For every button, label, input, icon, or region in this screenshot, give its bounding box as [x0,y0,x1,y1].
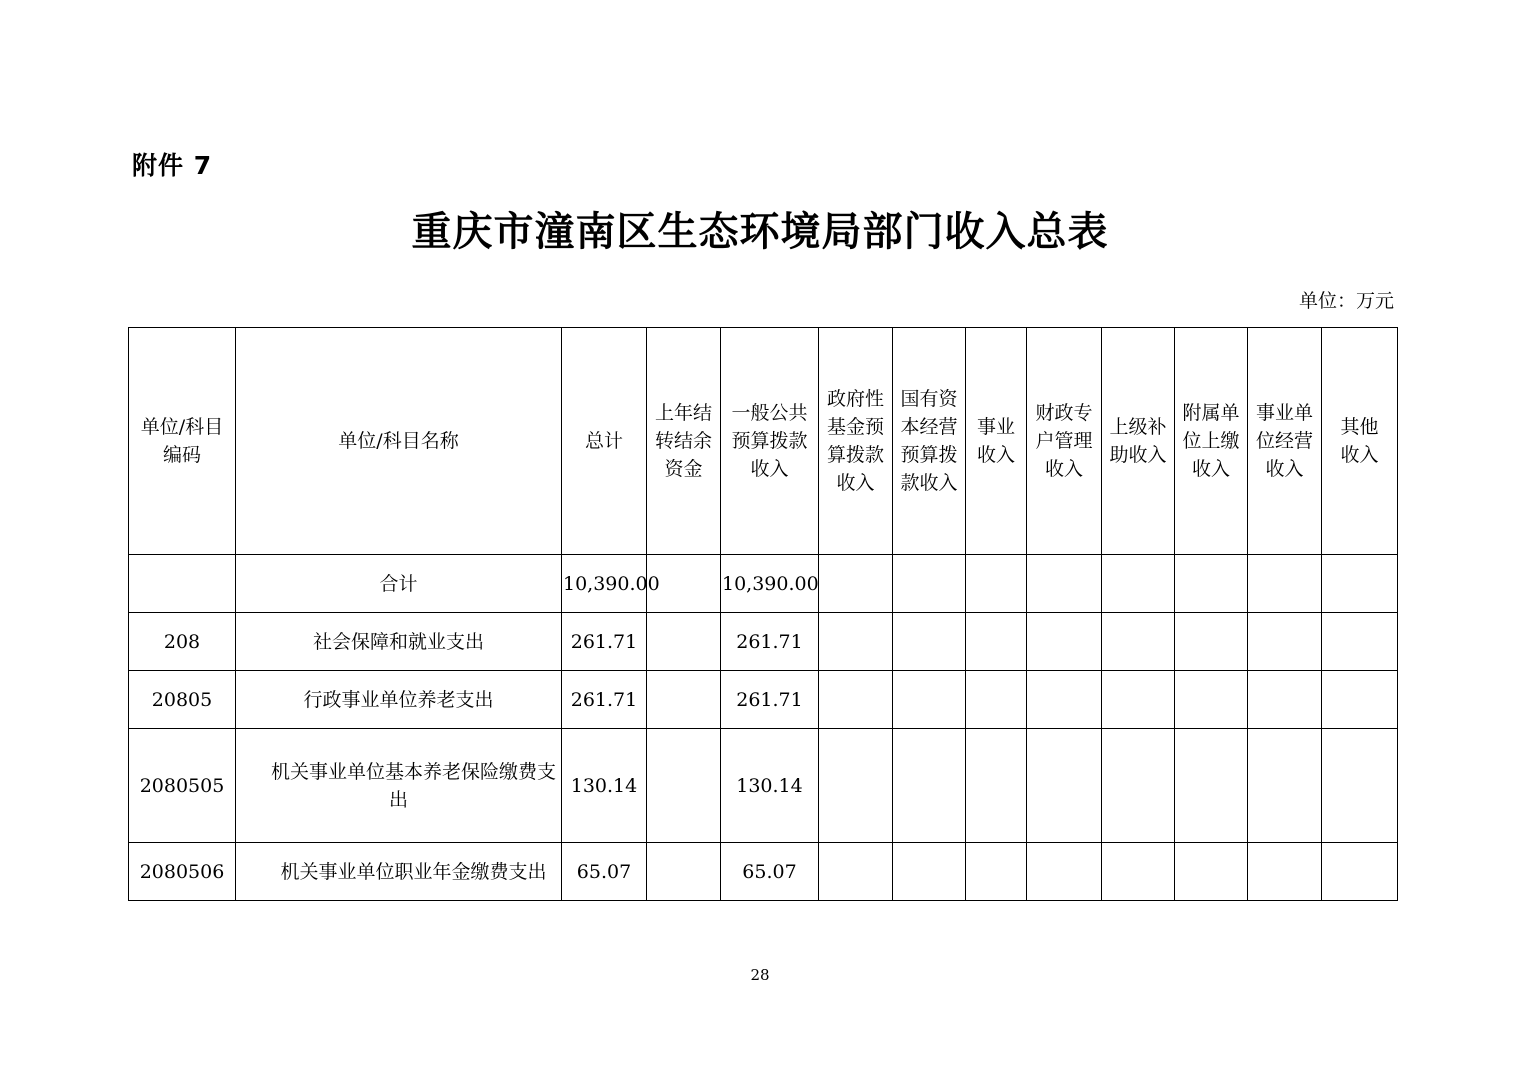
cell-empty [1175,555,1248,613]
cell-empty [1248,729,1322,843]
cell-empty [1102,555,1175,613]
header-state-capital: 国有资 本经营 预算拨 款收入 [893,328,966,555]
cell-empty [893,671,966,729]
document-title: 重庆市潼南区生态环境局部门收入总表 [411,208,1109,255]
header-superior-subsidy: 上级补 助收入 [1102,328,1175,555]
cell-empty [647,613,721,671]
header-special-account: 财政专 户管理 收入 [1027,328,1102,555]
cell-empty [819,729,893,843]
cell-empty [1175,843,1248,901]
cell-general-budget: 261.71 [721,671,819,729]
table-header-row [129,328,1398,555]
cell-empty [819,843,893,901]
cell-empty [966,555,1027,613]
cell-code: 20805 [129,671,236,729]
unit-label: 单位：万元 [1298,290,1394,312]
table-row [129,729,1398,843]
cell-empty [966,671,1027,729]
page-number: 28 [750,966,770,984]
cell-empty [893,555,966,613]
cell-general-budget: 261.71 [721,613,819,671]
cell-total: 65.07 [562,843,647,901]
cell-empty [647,671,721,729]
cell-empty [1102,843,1175,901]
cell-empty [1027,671,1102,729]
cell-empty [647,843,721,901]
header-business-operation: 事业单 位经营 收入 [1248,328,1322,555]
cell-empty [819,555,893,613]
cell-empty [966,843,1027,901]
cell-total: 261.71 [562,613,647,671]
cell-empty [1322,729,1398,843]
cell-name: 合计 [236,555,562,613]
attachment-label: 附件 7 [132,151,213,180]
cell-empty [1027,843,1102,901]
cell-general-budget: 65.07 [721,843,819,901]
header-subordinate-income: 附属单 位上缴 收入 [1175,328,1248,555]
cell-empty [1248,843,1322,901]
cell-empty [1322,613,1398,671]
cell-empty [1102,613,1175,671]
cell-empty [1322,671,1398,729]
table-row [129,671,1398,729]
table-row [129,613,1398,671]
cell-empty [1175,613,1248,671]
cell-name: 机关事业单位职业年金缴费支出 [236,843,562,901]
cell-empty [1248,671,1322,729]
header-name: 单位/科目名称 [236,328,562,555]
cell-empty [893,729,966,843]
header-code: 单位/科目 编码 [129,328,236,555]
cell-empty [1102,729,1175,843]
cell-code: 208 [129,613,236,671]
header-business-income: 事业 收入 [966,328,1027,555]
cell-empty [819,613,893,671]
header-general-budget: 一般公共 预算拨款 收入 [721,328,819,555]
cell-empty [819,671,893,729]
cell-name: 社会保障和就业支出 [236,613,562,671]
cell-general-budget: 130.14 [721,729,819,843]
cell-empty [1248,555,1322,613]
cell-empty [647,729,721,843]
cell-name: 机关事业单位基本养老保险缴费支出 [236,729,562,843]
cell-empty [1322,555,1398,613]
income-summary-table [128,327,1398,901]
cell-empty [1175,671,1248,729]
cell-empty [1102,671,1175,729]
cell-total: 10,390.00 [562,555,647,613]
cell-empty [1322,843,1398,901]
cell-total: 261.71 [562,671,647,729]
cell-name: 行政事业单位养老支出 [236,671,562,729]
cell-code [129,555,236,613]
table-row [129,555,1398,613]
cell-empty [1027,555,1102,613]
header-gov-fund: 政府性 基金预 算拨款 收入 [819,328,893,555]
header-total: 总计 [562,328,647,555]
cell-empty [893,843,966,901]
cell-general-budget: 10,390.00 [721,555,819,613]
cell-code: 2080506 [129,843,236,901]
cell-empty [893,613,966,671]
cell-empty [966,613,1027,671]
cell-empty [1175,729,1248,843]
cell-empty [966,729,1027,843]
table-row [129,843,1398,901]
header-other-income: 其他 收入 [1322,328,1398,555]
cell-empty [1027,729,1102,843]
cell-code: 2080505 [129,729,236,843]
cell-empty [1027,613,1102,671]
header-carryover: 上年结 转结余 资金 [647,328,721,555]
cell-total: 130.14 [562,729,647,843]
cell-empty [1248,613,1322,671]
